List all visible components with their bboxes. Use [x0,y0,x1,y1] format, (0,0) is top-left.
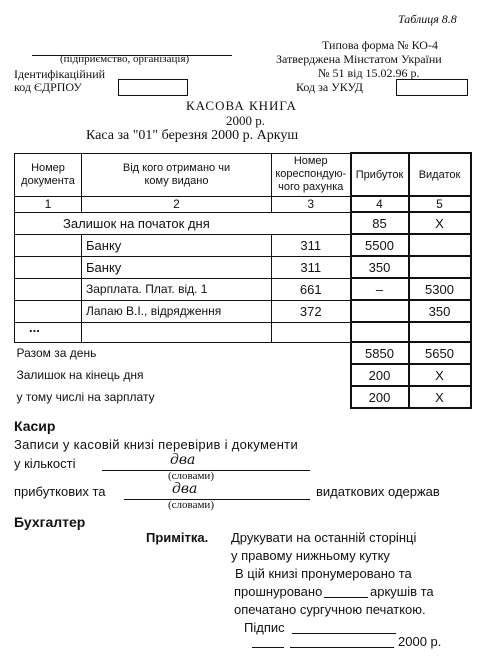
row-account: 311 [272,256,351,278]
count-prefix: у кількості [14,456,76,471]
row-income: – [351,278,409,300]
note-line-4b: аркушів та [370,584,434,599]
income-docs-line[interactable] [124,499,310,500]
row-name: Зарплата. Плат. від. 1 [82,278,272,300]
note-line-1: Друкувати на останній сторінці [231,530,417,545]
total-row [15,342,471,364]
row-account: 311 [272,234,351,256]
total-expense: X [409,364,471,386]
cash-book-table [14,152,472,409]
approved-text: Затверджена Мінстатом України [276,52,442,66]
opening-balance-label: Залишок на початок дня [15,212,351,234]
note-line-2: у правому нижньому кутку [231,548,390,563]
date-month-line[interactable] [290,647,394,648]
words-caption-2: (словами) [168,499,214,511]
total-income: 5850 [351,342,409,364]
row-expense: 5300 [409,278,471,300]
date-year: 2000 р. [398,634,442,649]
table-row [15,234,471,256]
expense-docs-suffix: видаткових одержав [316,484,440,499]
doc-number-cell [15,256,82,278]
table-label: Таблиця 8.8 [398,12,457,26]
note-line-5: опечатано сургучною печаткою. [234,602,426,617]
col-number-4: 4 [351,196,409,212]
row-name: Лапаю В.І., відрядження [82,300,272,322]
header-from-to: Від кого отримано чи кому видано [82,153,272,196]
doc-number-cell [15,278,82,300]
form-title: Типова форма № КО-4 [322,38,438,52]
header-account: Номер кореспондую-чого рахунка [272,153,351,196]
table-header-row [15,153,471,196]
sheets-count-line[interactable] [324,597,368,598]
total-income: 200 [351,364,409,386]
col-number-1: 1 [15,196,82,212]
total-income: 200 [351,386,409,408]
header-income: Прибуток [351,153,409,196]
doc-number-cell [15,300,82,322]
header-doc-number: Номер документа [15,153,82,196]
col-number-2: 2 [82,196,272,212]
table-row [15,256,471,278]
ukud-box[interactable] [396,79,468,96]
header-expense: Видаток [409,153,471,196]
accountant-label: Бухгалтер [14,514,86,530]
book-year: 2000 р. [226,113,265,128]
signature-line[interactable] [292,633,396,634]
opening-income: 85 [351,212,409,234]
total-expense: X [409,386,471,408]
opening-expense: X [409,212,471,234]
count-value: два [170,452,196,468]
column-number-row [15,196,471,212]
col-number-5: 5 [409,196,471,212]
row-name: Банку [82,234,272,256]
check-line-1: Записи у касовій книзі перевірив і документи [14,437,299,452]
table-row [15,278,471,300]
edrpou-label: код ЄДРПОУ [14,80,82,94]
signature-label: Підпис [244,620,285,635]
row-account: 661 [272,278,351,300]
income-docs-value: два [172,481,198,497]
table-row [15,300,471,322]
order-text: № 51 від 15.02.96 р. [318,66,420,80]
edrpou-box[interactable] [118,79,188,96]
row-income [351,300,409,322]
opening-balance-row [15,212,471,234]
ellipsis-row [15,322,471,342]
note-label: Примітка. [146,530,209,545]
ellipsis: ... [15,322,82,342]
total-expense: 5650 [409,342,471,364]
ukud-label: Код за УКУД [296,80,363,94]
row-name: Банку [82,256,272,278]
row-expense [409,234,471,256]
cashier-label: Касир [14,418,56,434]
book-title: КАСОВА КНИГА [186,98,297,113]
col-number-3: 3 [272,196,351,212]
organization-caption: (підприємство, організація) [60,53,190,65]
row-account: 372 [272,300,351,322]
book-subtitle: Каса за "01" березня 2000 р. Аркуш [86,128,299,143]
row-income: 350 [351,256,409,278]
row-income: 5500 [351,234,409,256]
ident-label: Ідентифікаційний [14,67,106,81]
total-row [15,386,471,408]
note-line-3: В цій книзі пронумеровано та [235,566,412,581]
row-expense [409,256,471,278]
total-label: Разом за день [16,346,97,361]
note-line-4a: прошнуровано [234,584,323,599]
row-expense: 350 [409,300,471,322]
income-docs-prefix: прибуткових та [14,484,106,499]
doc-number-cell [15,234,82,256]
words-caption-1: (словами) [168,470,214,482]
total-row [15,364,471,386]
total-label: Залишок на кінець дня [16,368,144,382]
total-label: у тому числі на зарплату [16,390,155,404]
date-day-line[interactable] [252,647,284,648]
